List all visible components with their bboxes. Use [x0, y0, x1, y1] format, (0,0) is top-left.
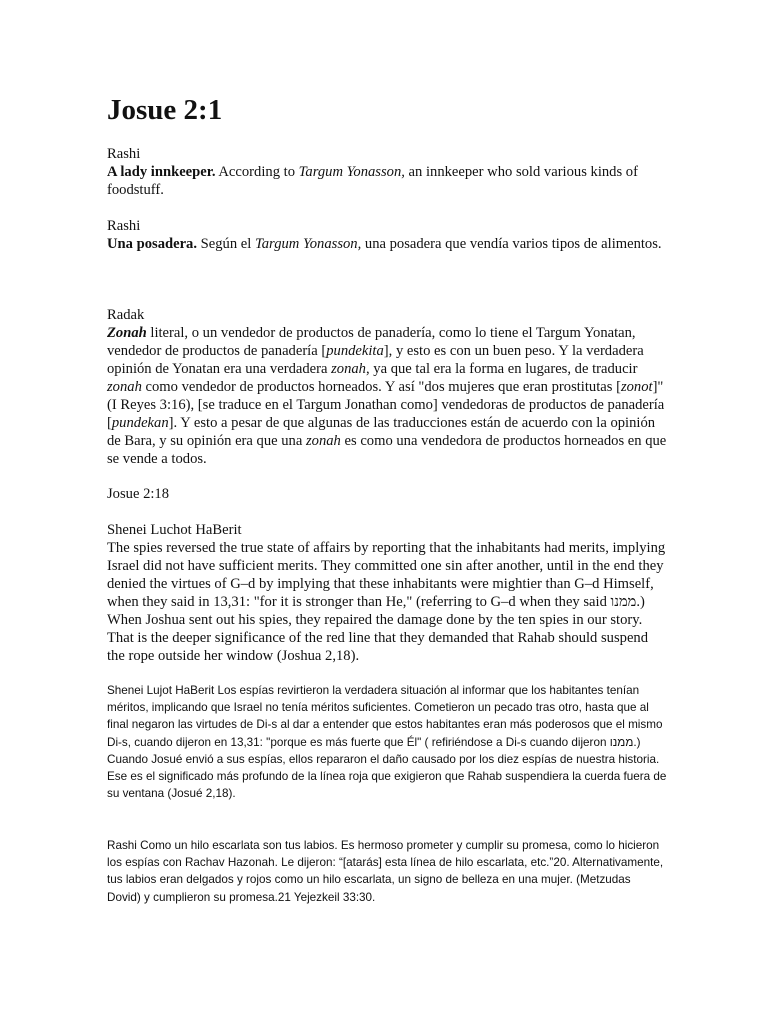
shelah-es-section: Shenei Lujot HaBerit Los espías revirtieron la verdadera situación al informar que los habitantes tenían méritos, implicando que Israel no tenía méritos suficientes. Cometieron un pecado tras otro, hasta que al final negaron las virtudes de Di-s al dar a entender que estos habitantes eran más poderosos que el mismo Di-s, cuando dijeron en 13,31: "porque es más fuerte que Él" ( refiriéndose a Di-s cuando dijeron ממנו.) Cuando Josué envió a sus espías, ellos repararon el daño causado por los diez espías de nuestra historia. Ese es el significado más profundo de la línea roja que exigieron que Rahab suspendiera la cuerda fuera de su ventana (Josué 2,18).	[107, 684, 667, 801]
radak-source: Radak	[107, 307, 145, 323]
rashi-en-section	[107, 145, 667, 199]
rashi-en-italic: Targum Yonasson,	[298, 164, 405, 180]
radak-italic: pundekita	[326, 343, 384, 359]
radak-text: ], y esto es con un buen peso. Y la verdadera opinión de Yonatan era una verdadera	[107, 343, 644, 377]
radak-italic: zonah	[107, 379, 142, 395]
radak-text: como vendedor de productos horneados. Y así "dos mujeres que eran prostitutas [	[141, 379, 621, 395]
rashi-es-source: Rashi	[107, 218, 141, 234]
rashi-es-text: Según el	[197, 236, 255, 252]
page-title: Josue 2:1	[107, 94, 223, 126]
rashi-es-italic: Targum Yonasson,	[254, 236, 362, 252]
shelah-en-section	[107, 521, 667, 665]
rashi-en-text-2: an innkeeper who sold various kinds of foodstuff.	[107, 164, 638, 198]
rashi-es-lemma: Una posadera.	[107, 236, 198, 252]
rashi-en-source: Rashi	[107, 146, 141, 162]
rashi-en-text: According to	[215, 164, 299, 180]
radak-italic: zonah	[331, 361, 366, 377]
rashi-es-text-2: una posadera que vendía varios tipos de alimentos.	[361, 236, 662, 252]
rashi-en-lemma: A lady innkeeper.	[107, 164, 216, 180]
radak-section	[107, 306, 667, 468]
radak-italic: pundekan	[111, 415, 169, 431]
shelah-en-body: The spies reversed the true state of affairs by reporting that the inhabitants had merits, implying Israel did not have sufficient merits. They committed one sin after another, until in the end they denied the virtues of G–d by implying that these inhabitants were mightier than G–d Himself, when they said in 13,31: "for it is stronger than He," (referring to G–d when they said ממנו.) When Joshua sent out his spies, they repaired the damage done by the ten spies in our story. That is the deeper significance of the red line that they demanded that Rahab should suspend the rope outside her window (Joshua 2,18).	[107, 540, 666, 664]
radak-italic: zonah	[305, 433, 341, 449]
radak-text: , ya que tal era la forma en lugares, de traducir	[365, 361, 638, 377]
radak-italic: zonot	[620, 379, 653, 395]
radak-lemma: Zonah	[107, 325, 147, 341]
radak-text: es como una vendedora de productos horneados en que se vende a todos.	[107, 433, 667, 467]
rashi-es-section	[107, 217, 667, 253]
radak-text: literal, o un vendedor de productos de panadería, como lo tiene el Targum Yonatan, vendedor de productos de panadería [	[107, 325, 636, 359]
shelah-en-source: Shenei Luchot HaBerit	[107, 522, 242, 538]
section-reference: Josue 2:18	[107, 486, 170, 502]
rashi-final-section: Rashi Como un hilo escarlata son tus labios. Es hermoso prometer y cumplir su promesa, como lo hicieron los espías con Rachav Hazonah. Le dijeron: “[atarás] esta línea de hilo escarlata, etc.”20. Alternativamente, tus labios eran delgados y rojos como un hilo escarlata, un signo de belleza en una mujer. (Metzudas Dovid) y cumplieron su promesa.21 Yejezkeil 33:30.	[107, 839, 664, 904]
radak-text: ]" (I Reyes 3:16), [se traduce en el Targum Jonathan como] vendedoras de productos de panadería [	[107, 379, 665, 431]
radak-text: ]. Y esto a pesar de que algunas de las traducciones están de acuerdo con la opinión de Bara, y su opinión era que una	[107, 415, 656, 449]
